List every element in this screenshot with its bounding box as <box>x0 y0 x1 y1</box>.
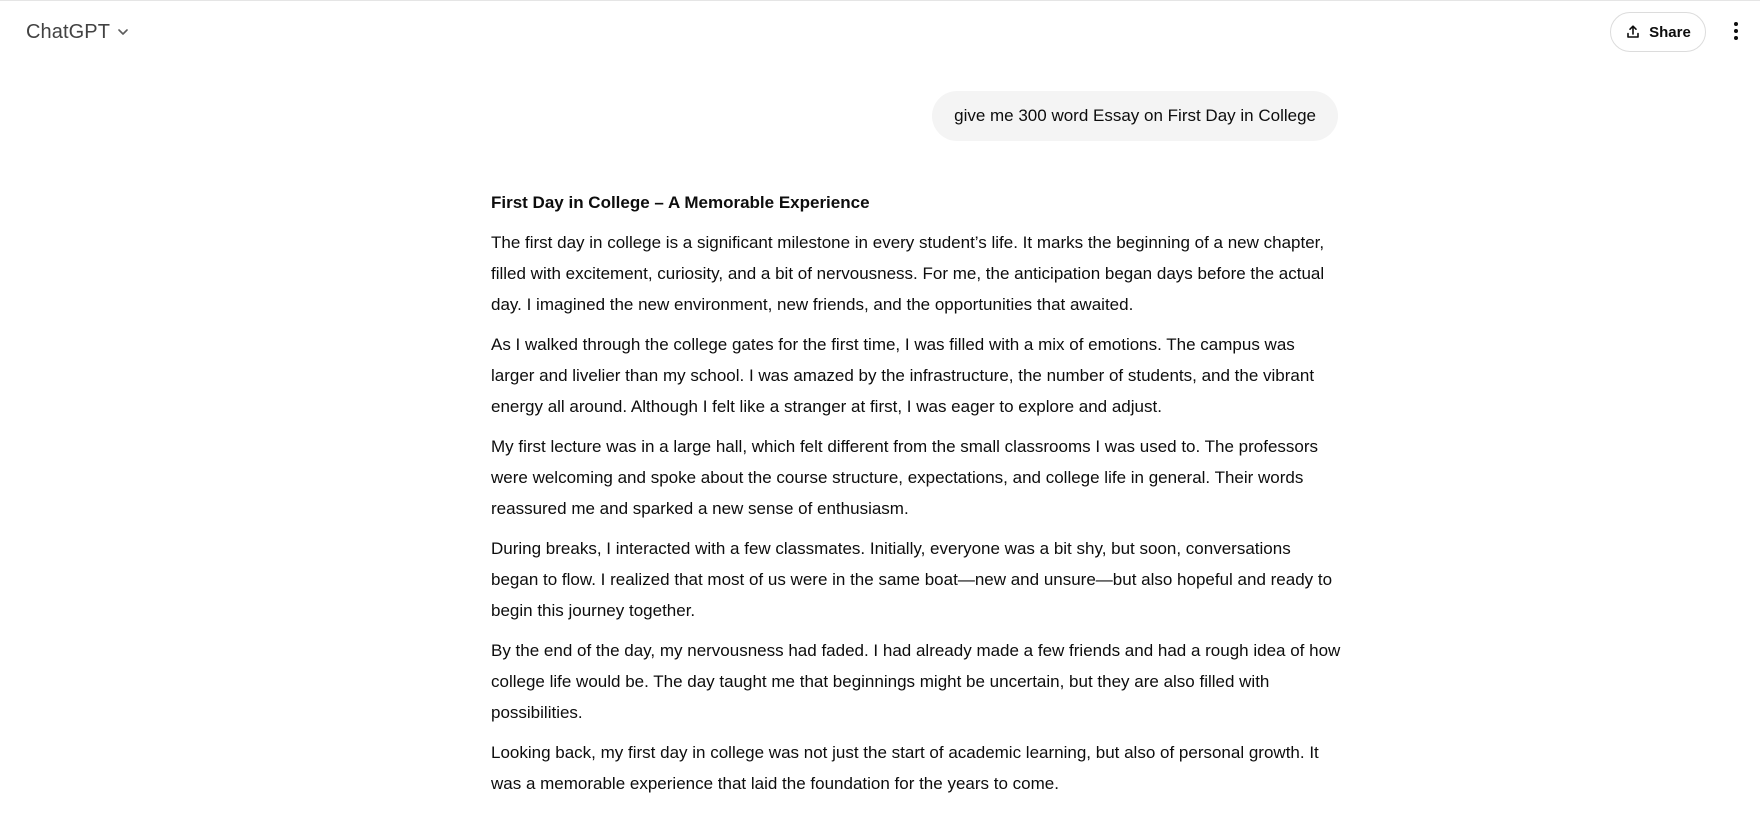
response-paragraph-4: During breaks, I interacted with a few classmates. Initially, everyone was a bit shy, but soon, conversations began to flow. I realized that most of us were in the same boat—new and unsure—but also hopeful and ready to begin this journey together. <box>491 539 1333 620</box>
response-paragraph-2: As I walked through the college gates for the first time, I was filled with a mix of emotions. The campus was larger and livelier than my school. I was amazed by the infrastructure, the number of students, and the vibrant energy all around. Although I felt like a stranger at first, I was eager to explore and adjust. <box>491 335 1315 416</box>
response-paragraph-6: Looking back, my first day in college was not just the start of academic learning, but also of personal growth. It was a memorable experience that laid the foundation for the years to come. <box>491 743 1319 793</box>
user-message-bubble: give me 300 word Essay on First Day in College <box>932 91 1338 141</box>
chevron-down-icon <box>116 25 130 39</box>
share-label: Share <box>1649 23 1691 41</box>
share-button[interactable] <box>1610 12 1706 52</box>
top-bar <box>0 1 1760 63</box>
model-switcher-button[interactable] <box>18 14 138 50</box>
vertical-dots-icon <box>1733 21 1739 46</box>
model-name: ChatGPT <box>26 20 111 43</box>
more-options-button[interactable] <box>1722 15 1750 51</box>
response-paragraph-5: By the end of the day, my nervousness had faded. I had already made a few friends and had a rough idea of how college life would be. The day taught me that beginnings might be uncertain, but they are also filled with possibilities. <box>491 641 1341 722</box>
assistant-response <box>491 187 1341 808</box>
response-paragraph-1: The first day in college is a significant milestone in every student’s life. It marks the beginning of a new chapter, filled with excitement, curiosity, and a bit of nervousness. For me, the anticipation began days before the actual day. I imagined the new environment, new friends, and the opportunities that awaited. <box>491 233 1325 314</box>
response-paragraph-3: My first lecture was in a large hall, which felt different from the small classrooms I was used to. The professors were welcoming and spoke about the course structure, expectations, and college life in general. Their words reassured me and sparked a new sense of enthusiasm. <box>491 437 1319 518</box>
share-upload-icon <box>1625 24 1641 40</box>
response-title: First Day in College – A Memorable Experience <box>491 193 870 212</box>
